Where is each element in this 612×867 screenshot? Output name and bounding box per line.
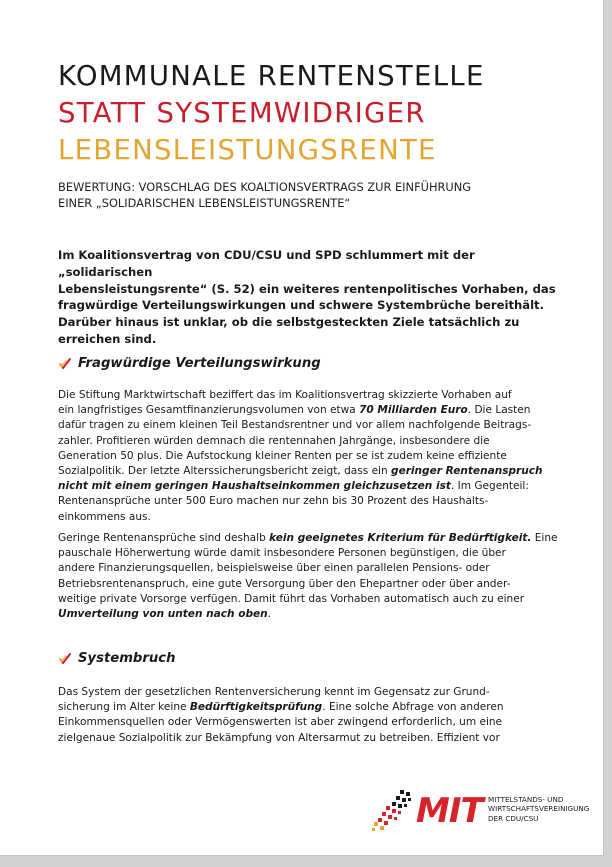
emphasis-text: Umverteilung von unten nach oben: [58, 608, 268, 621]
intro-paragraph: Im Koalitionsvertrag von CDU/CSU und SPD schlummert mit der „solidarischen Lebensleistungsrente“ (S. 52) ein weiteres rentenpolitisches Vorhaben, das fragwürdige Verteilungswirkungen und schwere Systembrüche bereithält. Darüber hinaus ist unklar, ob die selbstgesteckten Ziele tatsächlich zu erreichen sind.: [58, 248, 556, 346]
mit-logo: [370, 788, 600, 836]
paragraph-text: Die Stiftung Marktwirtschaft beziffert das im Koalitionsvertrag skizzierte Vorhaben auf ein langfristiges Gesamtfinanzierungsvolumen von etwa: [58, 389, 512, 417]
body-paragraph: [58, 685, 558, 746]
section-heading-systembruch: [58, 651, 175, 666]
paragraph-text: . Im Gegenteil: Rentenansprüche unter 500 Euro machen nur zehn bis 30 Prozent des Haushalts- einkommens aus.: [58, 480, 529, 523]
logo-dots-graphic: [370, 788, 416, 834]
paragraph-text: . Eine solche Abfrage von anderen Einkommensquellen oder Vermögenswerten ist aber zwingend erforderlich, um eine zielgenaue Sozialpolitik zur Bekämpfung von Altersarmut zu betreiben. Effizient vor: [58, 701, 504, 744]
emphasis-text: kein geeignetes Kriterium für Bedürftigkeit.: [269, 532, 532, 544]
paragraph-text: . Die Lasten dafür tragen zu einem kleinen Teil Bestandsrentner und vor allem nachfolgende Beitrags- zahler. Profitieren würden demnach die rentennahen Jahrgänge, insbesondere die Generation 50 plus. Die Aufstockung kleiner Renten per se ist zudem keine effiziente Sozialpolitik. Der letzte Alterssicherungsbericht zeigt, dass ein: [58, 404, 532, 478]
emphasis-text: geringer Rentenanspruch nicht mit einem geringen Haushaltseinkommen gleichzusetzen ist: [58, 465, 543, 493]
section-heading-label: Fragwürdige Verteilungswirkung: [78, 356, 321, 371]
checkmark-icon: [58, 357, 72, 371]
title-line-2: STATT SYSTEMWIDRIGER: [58, 97, 426, 129]
section-heading-verteilungswirkung: [58, 356, 321, 371]
paragraph-text: Geringe Rentenansprüche sind deshalb: [58, 532, 270, 544]
emphasis-text: 70 Milliarden Euro: [359, 404, 468, 417]
subtitle: BEWERTUNG: VORSCHLAG DES KOALTIONSVERTRAGS ZUR EINFÜHRUNG EINER „SOLIDARISCHEN LEBENSLEISTUNGSRENTE“: [58, 180, 472, 210]
checkmark-icon: [58, 652, 72, 666]
paragraph-text: Das System der gesetzlichen Rentenversicherung kennt im Gegensatz zur Grund- sicherung im Alter keine: [58, 686, 490, 714]
emphasis-text: Bedürftigkeitsprüfung: [189, 701, 323, 714]
section-heading-label: Systembruch: [78, 651, 176, 666]
title-line-3: LEBENSLEISTUNGSRENTE: [58, 134, 437, 166]
logo-organization-name: MITTELSTANDS- UND WIRTSCHAFTSVEREINIGUNG DER CDU/CSU: [488, 795, 590, 823]
paragraph-text: .: [267, 608, 272, 621]
logo-wordmark: MIT: [416, 791, 483, 831]
paragraph-text: Eine pauschale Höherwertung würde damit insbesondere Personen begünstigen, die über andere Finanzierungsquellen, beispielsweise über einen parallelen Pensions- oder Betriebsrentenanspruch, eine gute Versorgung über den Ehepartner oder über ander- weitige private Vorsorge verfügen. Damit führt das Vorhaben automatisch auch zu einer: [58, 532, 558, 605]
title-line-1: KOMMUNALE RENTENSTELLE: [58, 60, 485, 92]
body-paragraph: [58, 531, 558, 622]
body-paragraph: [58, 388, 558, 525]
